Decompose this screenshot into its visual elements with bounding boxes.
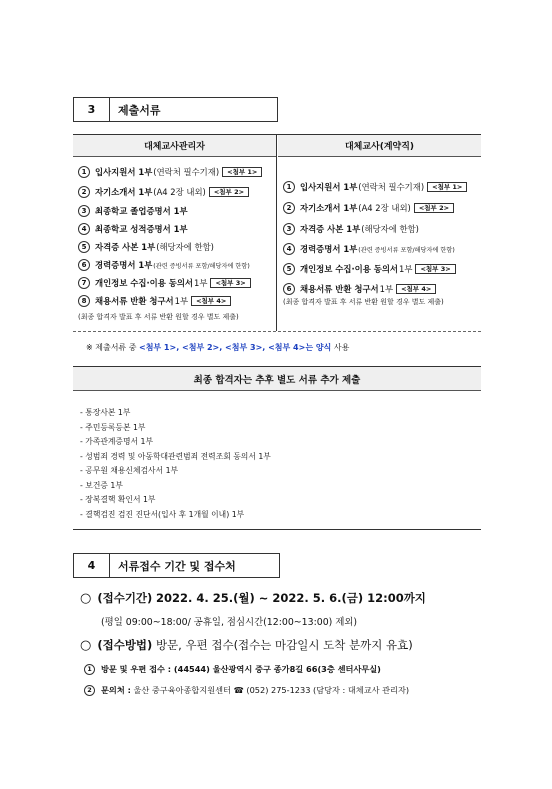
visit-number: 1 xyxy=(84,664,95,675)
item-number: 5 xyxy=(283,263,295,275)
item-name: 채용서류 반환 청구서 xyxy=(95,296,174,306)
attachment-form-note xyxy=(86,342,349,353)
item-number: 3 xyxy=(283,223,295,235)
teacher-doc-item xyxy=(283,223,419,235)
item-detail: 1부 xyxy=(174,296,189,306)
teacher-doc-item xyxy=(283,283,436,295)
item-number: 1 xyxy=(283,181,295,193)
list-item: - 성범죄 경력 및 아동학대관련범죄 전력조회 동의서 1부 xyxy=(80,451,271,461)
attachment-badge: <첨부 3> xyxy=(210,278,250,288)
item-name: 채용서류 반환 청구서 xyxy=(300,284,379,294)
item-name: 개인정보 수집·이용 동의서 xyxy=(95,278,194,288)
extra-docs-list xyxy=(80,406,271,522)
item-detail: (연락처 필수기재) xyxy=(358,182,425,192)
form-note-attachments: <첨부 1>, <첨부 2>, <첨부 3>, <첨부 4> xyxy=(138,343,306,352)
period-line xyxy=(80,590,426,606)
item-number: 8 xyxy=(78,295,90,307)
item-detail: (A4 2장 내외) xyxy=(153,187,206,197)
item-number: 6 xyxy=(283,283,295,295)
manager-column xyxy=(73,135,277,331)
attachment-badge: <첨부 2> xyxy=(414,203,454,213)
period-note: (평일 09:00~18:00/ 공휴일, 점심시간(12:00~13:00) 제외) xyxy=(101,617,358,628)
item-detail: (관련 증빙서류 포함/해당자에 한함) xyxy=(153,262,250,270)
list-item: - 결핵검진 검진 진단서(입사 후 1개월 이내) 1부 xyxy=(80,509,245,519)
form-note-suffix: 사용 xyxy=(331,343,350,352)
item-number: 3 xyxy=(78,205,90,217)
section4-number: 4 xyxy=(73,553,110,578)
item-name: 자격증 사본 1부 xyxy=(95,242,156,252)
manager-doc-item xyxy=(78,277,251,289)
item-number: 7 xyxy=(78,277,90,289)
teacher-doc-item xyxy=(283,202,454,214)
item-detail: (해당자에 한함) xyxy=(361,224,419,234)
form-note-mid: 는 양식 xyxy=(305,343,332,352)
attachment-badge: <첨부 4> xyxy=(396,284,436,294)
teacher-doc-item xyxy=(283,181,467,193)
manager-doc-item xyxy=(78,186,249,198)
extra-docs-title: 최종 합격자는 추후 별도 서류 추가 제출 xyxy=(73,366,481,391)
item-number: 2 xyxy=(78,186,90,198)
period-value: 2022. 4. 25.(월) ~ 2022. 5. 6.(금) 12:00까지 xyxy=(155,591,426,605)
teacher-doc-item xyxy=(283,243,455,255)
section4-header xyxy=(73,553,280,578)
visit-label: 방문 및 우편 접수 : (44544) 울산광역시 중구 종가8길 66(3층 센터사무실) xyxy=(101,664,381,674)
item-detail: 1부 xyxy=(194,278,208,288)
item-detail: (관련 증빙서류 포함/해당자에 한함) xyxy=(358,246,455,254)
manager-doc-item xyxy=(78,223,188,235)
item-number: 4 xyxy=(283,243,295,255)
item-detail: 1부 xyxy=(379,284,394,294)
attachment-badge: <첨부 3> xyxy=(415,264,455,274)
item-number: 2 xyxy=(283,202,295,214)
item-detail: 1부 xyxy=(399,264,413,274)
period-label: (접수기간) xyxy=(97,591,153,605)
item-name: 경력증명서 1부 xyxy=(300,244,358,254)
attachment-badge: <첨부 1> xyxy=(222,167,262,177)
item-detail: (A4 2장 내외) xyxy=(358,203,411,213)
contact-label: 문의처 : xyxy=(101,685,131,695)
list-item: - 통장사본 1부 xyxy=(80,408,131,417)
contact-line xyxy=(84,685,409,696)
item-number: 5 xyxy=(78,241,90,253)
method-label: (접수방법) xyxy=(97,638,153,652)
teacher-return-note: (최종 합격자 발표 후 서류 반환 원할 경우 별도 제출) xyxy=(283,298,444,306)
manager-doc-item xyxy=(78,166,262,178)
manager-column-header: 대체교사관리자 xyxy=(73,135,276,157)
item-name: 자격증 사본 1부 xyxy=(300,224,361,234)
section4-title: 서류접수 기간 및 접수처 xyxy=(110,553,280,578)
contact-number: 2 xyxy=(84,685,95,696)
item-name: 최종학교 졸업증명서 1부 xyxy=(95,206,188,216)
attachment-badge: <첨부 4> xyxy=(191,296,231,306)
list-item: - 보건증 1부 xyxy=(80,480,123,490)
list-item: - 장복결핵 확인서 1부 xyxy=(80,495,156,504)
item-name: 최종학교 성적증명서 1부 xyxy=(95,224,188,234)
method-bullet: ○ xyxy=(80,638,92,653)
teacher-column-header: 대체교사(계약직) xyxy=(278,135,481,157)
list-item: - 주민등록등본 1부 xyxy=(80,422,146,432)
list-item: - 가족관계증명서 1부 xyxy=(80,437,153,446)
manager-return-note: (최종 합격자 발표 후 서류 반환 원할 경우 별도 제출) xyxy=(78,313,239,321)
item-name: 자기소개서 1부 xyxy=(95,187,153,197)
form-note-prefix: ※ 제출서류 중 xyxy=(86,343,139,352)
method-value: 방문, 우편 접수(접수는 마감일시 도착 분까지 유효) xyxy=(152,638,413,652)
teacher-column xyxy=(278,135,481,331)
item-name: 입사지원서 1부 xyxy=(95,167,153,177)
item-number: 1 xyxy=(78,166,90,178)
manager-doc-item xyxy=(78,259,250,271)
item-detail: (해당자에 한함) xyxy=(156,242,214,252)
item-name: 개인정보 수집·이용 동의서 xyxy=(300,264,399,274)
section3-bottom-rule xyxy=(73,529,481,530)
contact-value: 울산 중구육아종합지원센터 ☎ (052) 275-1233 (담당자 : 대체교사 관리자) xyxy=(130,685,410,695)
submission-table xyxy=(73,134,481,332)
list-item: - 공무원 채용신체검사서 1부 xyxy=(80,466,179,475)
manager-doc-item xyxy=(78,205,188,217)
item-detail: (연락처 필수기재) xyxy=(153,167,220,177)
section3-title: 제출서류 xyxy=(110,97,278,122)
period-bullet: ○ xyxy=(80,591,92,606)
section3-number: 3 xyxy=(73,97,110,122)
item-name: 경력증명서 1부 xyxy=(95,260,153,270)
item-name: 자기소개서 1부 xyxy=(300,203,358,213)
manager-doc-item xyxy=(78,295,231,307)
section3-header xyxy=(73,97,278,122)
attachment-badge: <첨부 1> xyxy=(427,182,467,192)
item-name: 입사지원서 1부 xyxy=(300,182,358,192)
teacher-doc-item xyxy=(283,263,456,275)
item-number: 6 xyxy=(78,259,90,271)
method-line xyxy=(80,637,413,653)
visit-line xyxy=(84,664,381,675)
item-number: 4 xyxy=(78,223,90,235)
attachment-badge: <첨부 2> xyxy=(209,187,249,197)
manager-doc-item xyxy=(78,241,214,253)
